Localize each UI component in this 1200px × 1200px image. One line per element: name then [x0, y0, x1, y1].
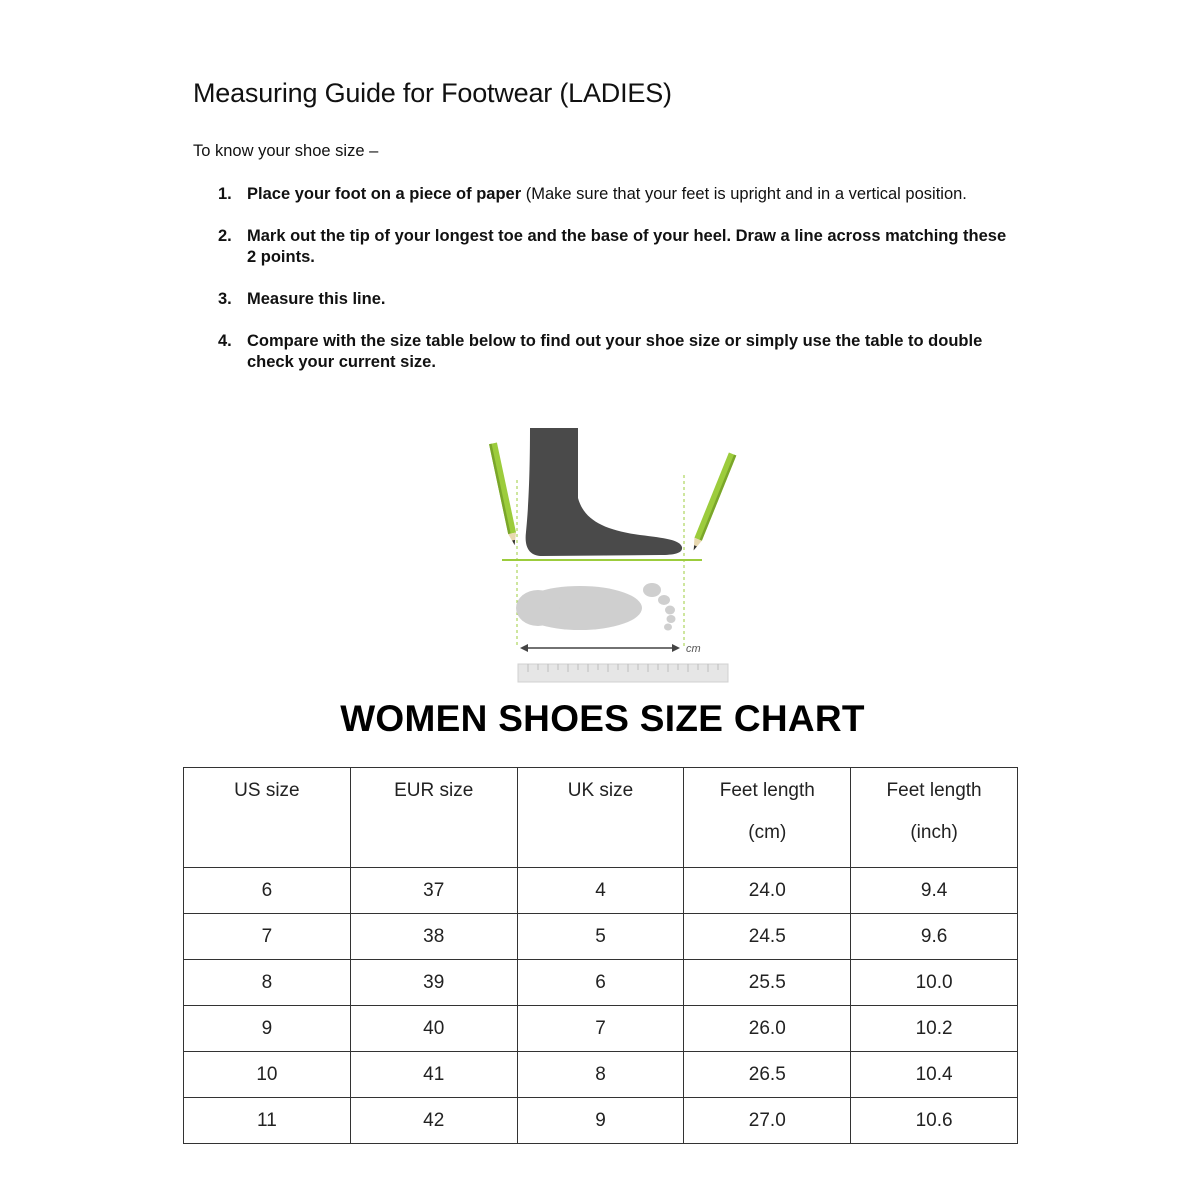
table-cell: 10.6	[851, 1098, 1018, 1144]
column-header	[517, 768, 684, 868]
table-cell: 8	[184, 960, 351, 1006]
table-cell: 25.5	[684, 960, 851, 1006]
table-cell: 4	[517, 868, 684, 914]
step-text-normal: (Make sure that your feet is upright and in a vertical position.	[521, 185, 967, 203]
column-header-line: EUR size	[394, 780, 474, 801]
table-cell: 26.0	[684, 1006, 851, 1052]
table-cell: 10.2	[851, 1006, 1018, 1052]
table-cell: 10	[184, 1052, 351, 1098]
table-cell: 7	[517, 1006, 684, 1052]
table-cell: 26.5	[684, 1052, 851, 1098]
step-text	[247, 226, 1008, 268]
column-header-line: Feet length	[719, 780, 815, 801]
size-chart-title: WOMEN SHOES SIZE CHART	[340, 698, 865, 739]
step-number: 2.	[218, 227, 232, 245]
step-text	[247, 184, 1008, 205]
foot-measuring-illustration	[480, 420, 740, 690]
table-cell: 11	[184, 1098, 351, 1144]
step-text	[247, 289, 1008, 310]
table-cell: 10.0	[851, 960, 1018, 1006]
column-header-line: Feet length	[886, 780, 982, 801]
step-item	[218, 331, 1008, 373]
table-cell: 5	[517, 914, 684, 960]
footprint-icon	[516, 583, 676, 631]
column-header-line: (inch)	[910, 822, 958, 843]
table-cell: 7	[184, 914, 351, 960]
step-text-bold: Place your foot on a piece of paper	[247, 185, 522, 203]
table-cell: 38	[350, 914, 517, 960]
ruler-icon	[518, 664, 728, 682]
table-cell: 6	[517, 960, 684, 1006]
step-number: 3.	[218, 290, 232, 308]
step-text-bold: Mark out the tip of your longest toe and the base of your heel. Draw a line across matching these 2 points.	[247, 227, 1007, 266]
step-item	[218, 289, 1008, 310]
table-cell: 6	[184, 868, 351, 914]
table-row	[184, 1052, 1018, 1098]
table-cell: 24.0	[684, 868, 851, 914]
table-cell: 9.4	[851, 868, 1018, 914]
table-row	[184, 914, 1018, 960]
table-cell: 24.5	[684, 914, 851, 960]
table-cell: 27.0	[684, 1098, 851, 1144]
table-cell: 41	[350, 1052, 517, 1098]
step-number: 1.	[218, 185, 232, 203]
step-text	[247, 331, 1008, 373]
size-table	[183, 767, 1018, 1144]
column-header-line: UK size	[567, 780, 634, 801]
table-cell: 9.6	[851, 914, 1018, 960]
table-row	[184, 960, 1018, 1006]
column-header	[684, 768, 851, 868]
step-item	[218, 226, 1008, 268]
step-number: 4.	[218, 332, 232, 350]
table-cell: 37	[350, 868, 517, 914]
step-text-bold: Measure this line.	[247, 290, 386, 308]
column-header	[184, 768, 351, 868]
step-text-bold: Compare with the size table below to find out your shoe size or simply use the table to double check your current size.	[247, 332, 983, 371]
table-cell: 10.4	[851, 1052, 1018, 1098]
unit-label: cm	[686, 643, 701, 655]
table-cell: 42	[350, 1098, 517, 1144]
column-header	[851, 768, 1018, 868]
table-cell: 8	[517, 1052, 684, 1098]
steps-list	[218, 184, 1008, 394]
table-cell: 9	[517, 1098, 684, 1144]
table-cell: 9	[184, 1006, 351, 1052]
pencil-icon	[489, 443, 518, 546]
column-header-line: (cm)	[748, 822, 787, 843]
foot-silhouette-icon	[526, 428, 682, 556]
column-header	[350, 768, 517, 868]
table-cell: 40	[350, 1006, 517, 1052]
guide-title: Measuring Guide for Footwear (LADIES)	[193, 78, 672, 108]
step-item	[218, 184, 1008, 205]
column-header-line: US size	[234, 780, 300, 801]
pencil-icon	[690, 453, 736, 552]
table-row	[184, 1098, 1018, 1144]
table-row	[184, 868, 1018, 914]
table-cell: 39	[350, 960, 517, 1006]
intro-text: To know your shoe size –	[193, 142, 379, 160]
table-row	[184, 1006, 1018, 1052]
table-header-row	[184, 768, 1018, 868]
